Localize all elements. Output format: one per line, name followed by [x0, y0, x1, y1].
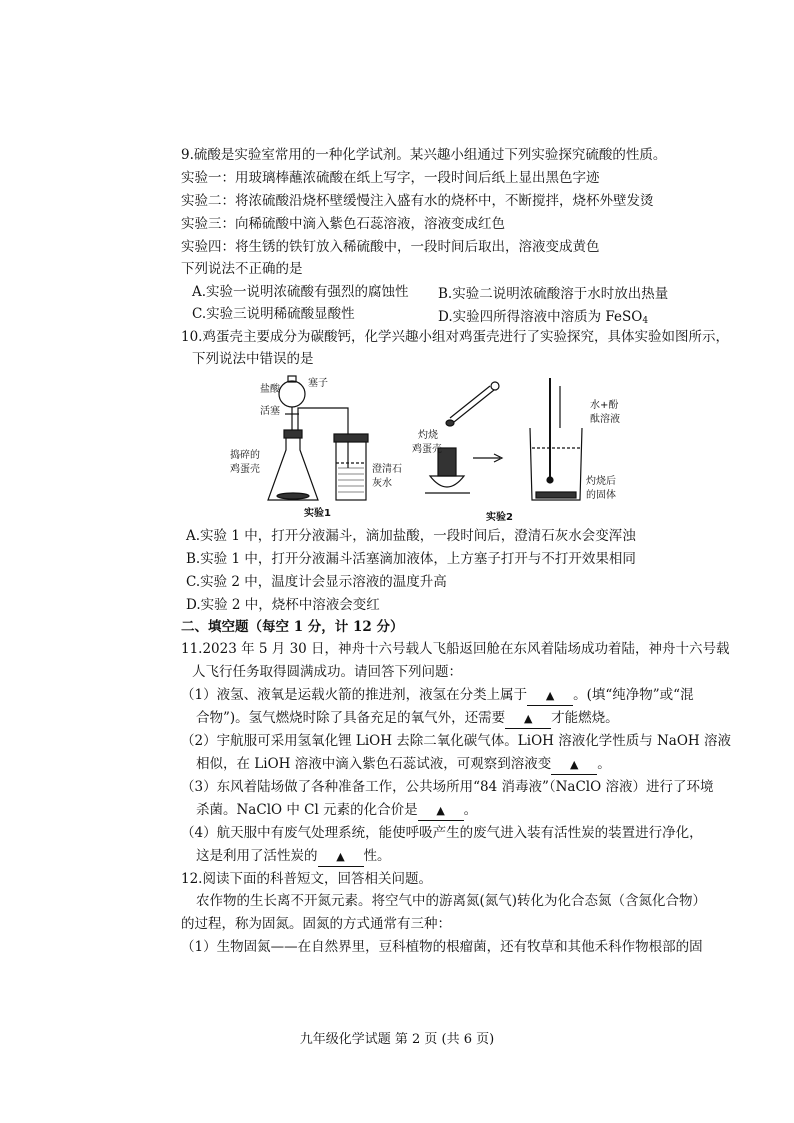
section-2-heading: 二、填空题（每空 1 分，计 12 分） — [181, 619, 404, 635]
flask-stopper — [284, 430, 302, 438]
bottle-stopper — [334, 434, 368, 442]
label-eggshell-1: 捣碎的 — [230, 450, 260, 461]
q11-stem-2: 人飞行任务取得圆满成功。请回答下列问题： — [192, 664, 462, 680]
q12-stem: 12.阅读下面的科普短文，回答相关问题。 — [181, 871, 432, 887]
answer-marker: ▲ — [569, 758, 579, 771]
funnel-bulb — [279, 381, 305, 407]
q9-option-c: C.实验三说明稀硫酸显酸性 — [192, 306, 355, 322]
q11-part4-text-b: 这是利用了活性炭的 — [196, 848, 318, 864]
q9-stem: 9.硫酸是实验室常用的一种化学试剂。某兴趣小组通过下列实验探究硫酸的性质。 — [181, 147, 667, 163]
q10-option-b: B.实验 1 中，打开分液漏斗活塞滴加液体，上方塞子打开与不打开效果相同 — [186, 551, 636, 567]
q11-part3-text-b: 杀菌。NaClO 中 Cl 元素的化合价是 — [196, 802, 418, 818]
label-experiment-2: 实验2 — [486, 512, 513, 523]
q11-part3-blank[interactable] — [418, 801, 464, 821]
q9-option-d — [438, 308, 648, 330]
q11-part1-text-b: 。(填“纯净物”或“混 — [573, 687, 694, 703]
q11-part1-text-d: 才能燃烧。 — [551, 710, 619, 726]
q9-exp4: 实验四：将生锈的铁钉放入稀硫酸中，一段时间后取出，溶液变成黄色 — [181, 239, 600, 255]
q11-part4-line2 — [196, 847, 391, 867]
q9-exp2: 实验二：将浓硫酸沿烧杯壁缓慢注入盛有水的烧杯中，不断搅拌，烧杯外壁发烫 — [181, 193, 654, 209]
q11-part2-text-b: 相似，在 LiOH 溶液中滴入紫色石蕊试液，可观察到溶液变 — [196, 756, 552, 772]
burned-solid — [536, 492, 576, 498]
q10-option-c: C.实验 2 中，温度计会显示溶液的温度升高 — [186, 574, 447, 590]
q11-part1-text-c: 合物”)。氢气燃烧时除了具备充足的氧气外，还需要 — [196, 710, 506, 726]
label-solid-1: 灼烧后 — [586, 476, 616, 487]
q9-question: 下列说法不正确的是 — [181, 261, 303, 277]
label-stopper: 塞子 — [308, 378, 328, 389]
q9-exp1: 实验一：用玻璃棒蘸浓硫酸在纸上写字，一段时间后纸上显出黑色字迹 — [181, 170, 600, 186]
q9-option-a: A.实验一说明浓硫酸有强烈的腐蚀性 — [192, 284, 409, 300]
q11-part2-line1: （2）宇航服可采用氢氧化锂 LiOH 去除二氧化碳气体。LiOH 溶液化学性质与 NaOH 溶液 — [181, 733, 731, 749]
q9-exp3: 实验三：向稀硫酸中滴入紫色石蕊溶液，溶液变成红色 — [181, 216, 505, 232]
conical-flask — [268, 434, 318, 500]
q9-option-d-subscript: 4 — [642, 316, 649, 326]
q10-stem-1: 10.鸡蛋壳主要成分为碳酸钙，化学兴趣小组对鸡蛋壳进行了实验探究，具体实验如图所示， — [181, 329, 729, 345]
q9-option-d-text: D.实验四所得溶液中溶质为 FeSO — [438, 309, 643, 325]
q11-part3-line2 — [196, 801, 477, 821]
q10-option-a: A.实验 1 中，打开分液漏斗，滴加盐酸，一段时间后，澄清石灰水会变浑浊 — [186, 528, 636, 544]
answer-marker: ▲ — [436, 804, 445, 817]
q11-part4-blank[interactable] — [318, 847, 364, 867]
q11-part1-text-a: （1）液氢、液氧是运载火箭的推进剂，液氢在分类上属于 — [181, 687, 528, 703]
q11-part2-blank[interactable] — [551, 755, 597, 775]
q11-part1-blank-1[interactable] — [527, 686, 573, 706]
answer-marker: ▲ — [336, 850, 345, 863]
q10-figure — [200, 368, 640, 528]
q11-stem-1: 11.2023 年 5 月 30 日，神舟十六号载人飞船返回舱在东风着陆场成功着陆，神舟十六号载 — [181, 641, 730, 657]
q11-part4-text-c: 性。 — [363, 848, 391, 864]
answer-marker: ▲ — [523, 712, 533, 725]
experiment-2-apparatus — [425, 378, 582, 500]
eggshell-piece — [446, 420, 454, 426]
label-limewater-2: 灰水 — [372, 478, 392, 489]
label-water-1: 水+酚 — [590, 400, 619, 411]
q12-paragraph-1: 农作物的生长离不开氮元素。将空气中的游离氮(氮气)转化为化合态氮（含氮化合物） — [196, 893, 707, 909]
thermometer-bulb — [547, 477, 553, 483]
page-footer: 九年级化学试题 第 2 页 (共 6 页) — [299, 1032, 495, 1047]
q10-option-d: D.实验 2 中，烧杯中溶液会变红 — [186, 597, 380, 613]
label-eggshell-2: 鸡蛋壳 — [230, 464, 260, 475]
answer-marker: ▲ — [545, 689, 555, 702]
q11-part3-text-c: 。 — [463, 802, 478, 818]
label-acid: 盐酸 — [260, 384, 280, 395]
q11-part2-text-c: 。 — [597, 756, 611, 772]
beaker — [530, 428, 582, 500]
q9-option-b: B.实验二说明浓硫酸溶于水时放出热量 — [438, 286, 669, 302]
label-limewater-1: 澄清石 — [372, 464, 402, 475]
q12-paragraph-3: （1）生物固氮——在自然界里，豆科植物的根瘤菌，还有牧草和其他禾科作物根部的固 — [181, 939, 703, 955]
tongs-handle — [491, 382, 499, 390]
q11-part1-line1 — [181, 686, 694, 706]
label-burn-1: 灼烧 — [418, 430, 438, 441]
q11-part1-line2 — [196, 709, 619, 729]
label-burn-2: 鸡蛋壳 — [412, 444, 442, 455]
q11-part4-line1: （4）航天服中有废气处理系统，能使呼吸产生的废气进入装有活性炭的装置进行净化， — [181, 825, 703, 841]
label-solid-2: 的固体 — [586, 490, 616, 501]
gas-washing-bottle — [336, 440, 366, 500]
label-valve: 活塞 — [260, 406, 280, 417]
crucible-tongs — [450, 386, 494, 422]
crushed-eggshell — [277, 493, 309, 499]
q11-part3-line1: （3）东风着陆场做了各种准备工作，公共场所用“84 消毒液”（NaClO 溶液）进行了环境 — [181, 779, 714, 795]
q11-part1-blank-2[interactable] — [505, 709, 551, 729]
label-experiment-1: 实验1 — [304, 508, 331, 519]
experiment-1-apparatus — [268, 376, 368, 500]
q12-paragraph-2: 的过程，称为固氮。固氮的方式通常有三种： — [181, 916, 451, 932]
label-water-2: 酞溶液 — [590, 414, 620, 425]
q10-stem-2: 下列说法中错误的是 — [192, 351, 314, 367]
q11-part2-line2 — [196, 755, 611, 775]
limewater-fill — [338, 468, 364, 492]
alcohol-lamp — [430, 476, 464, 487]
